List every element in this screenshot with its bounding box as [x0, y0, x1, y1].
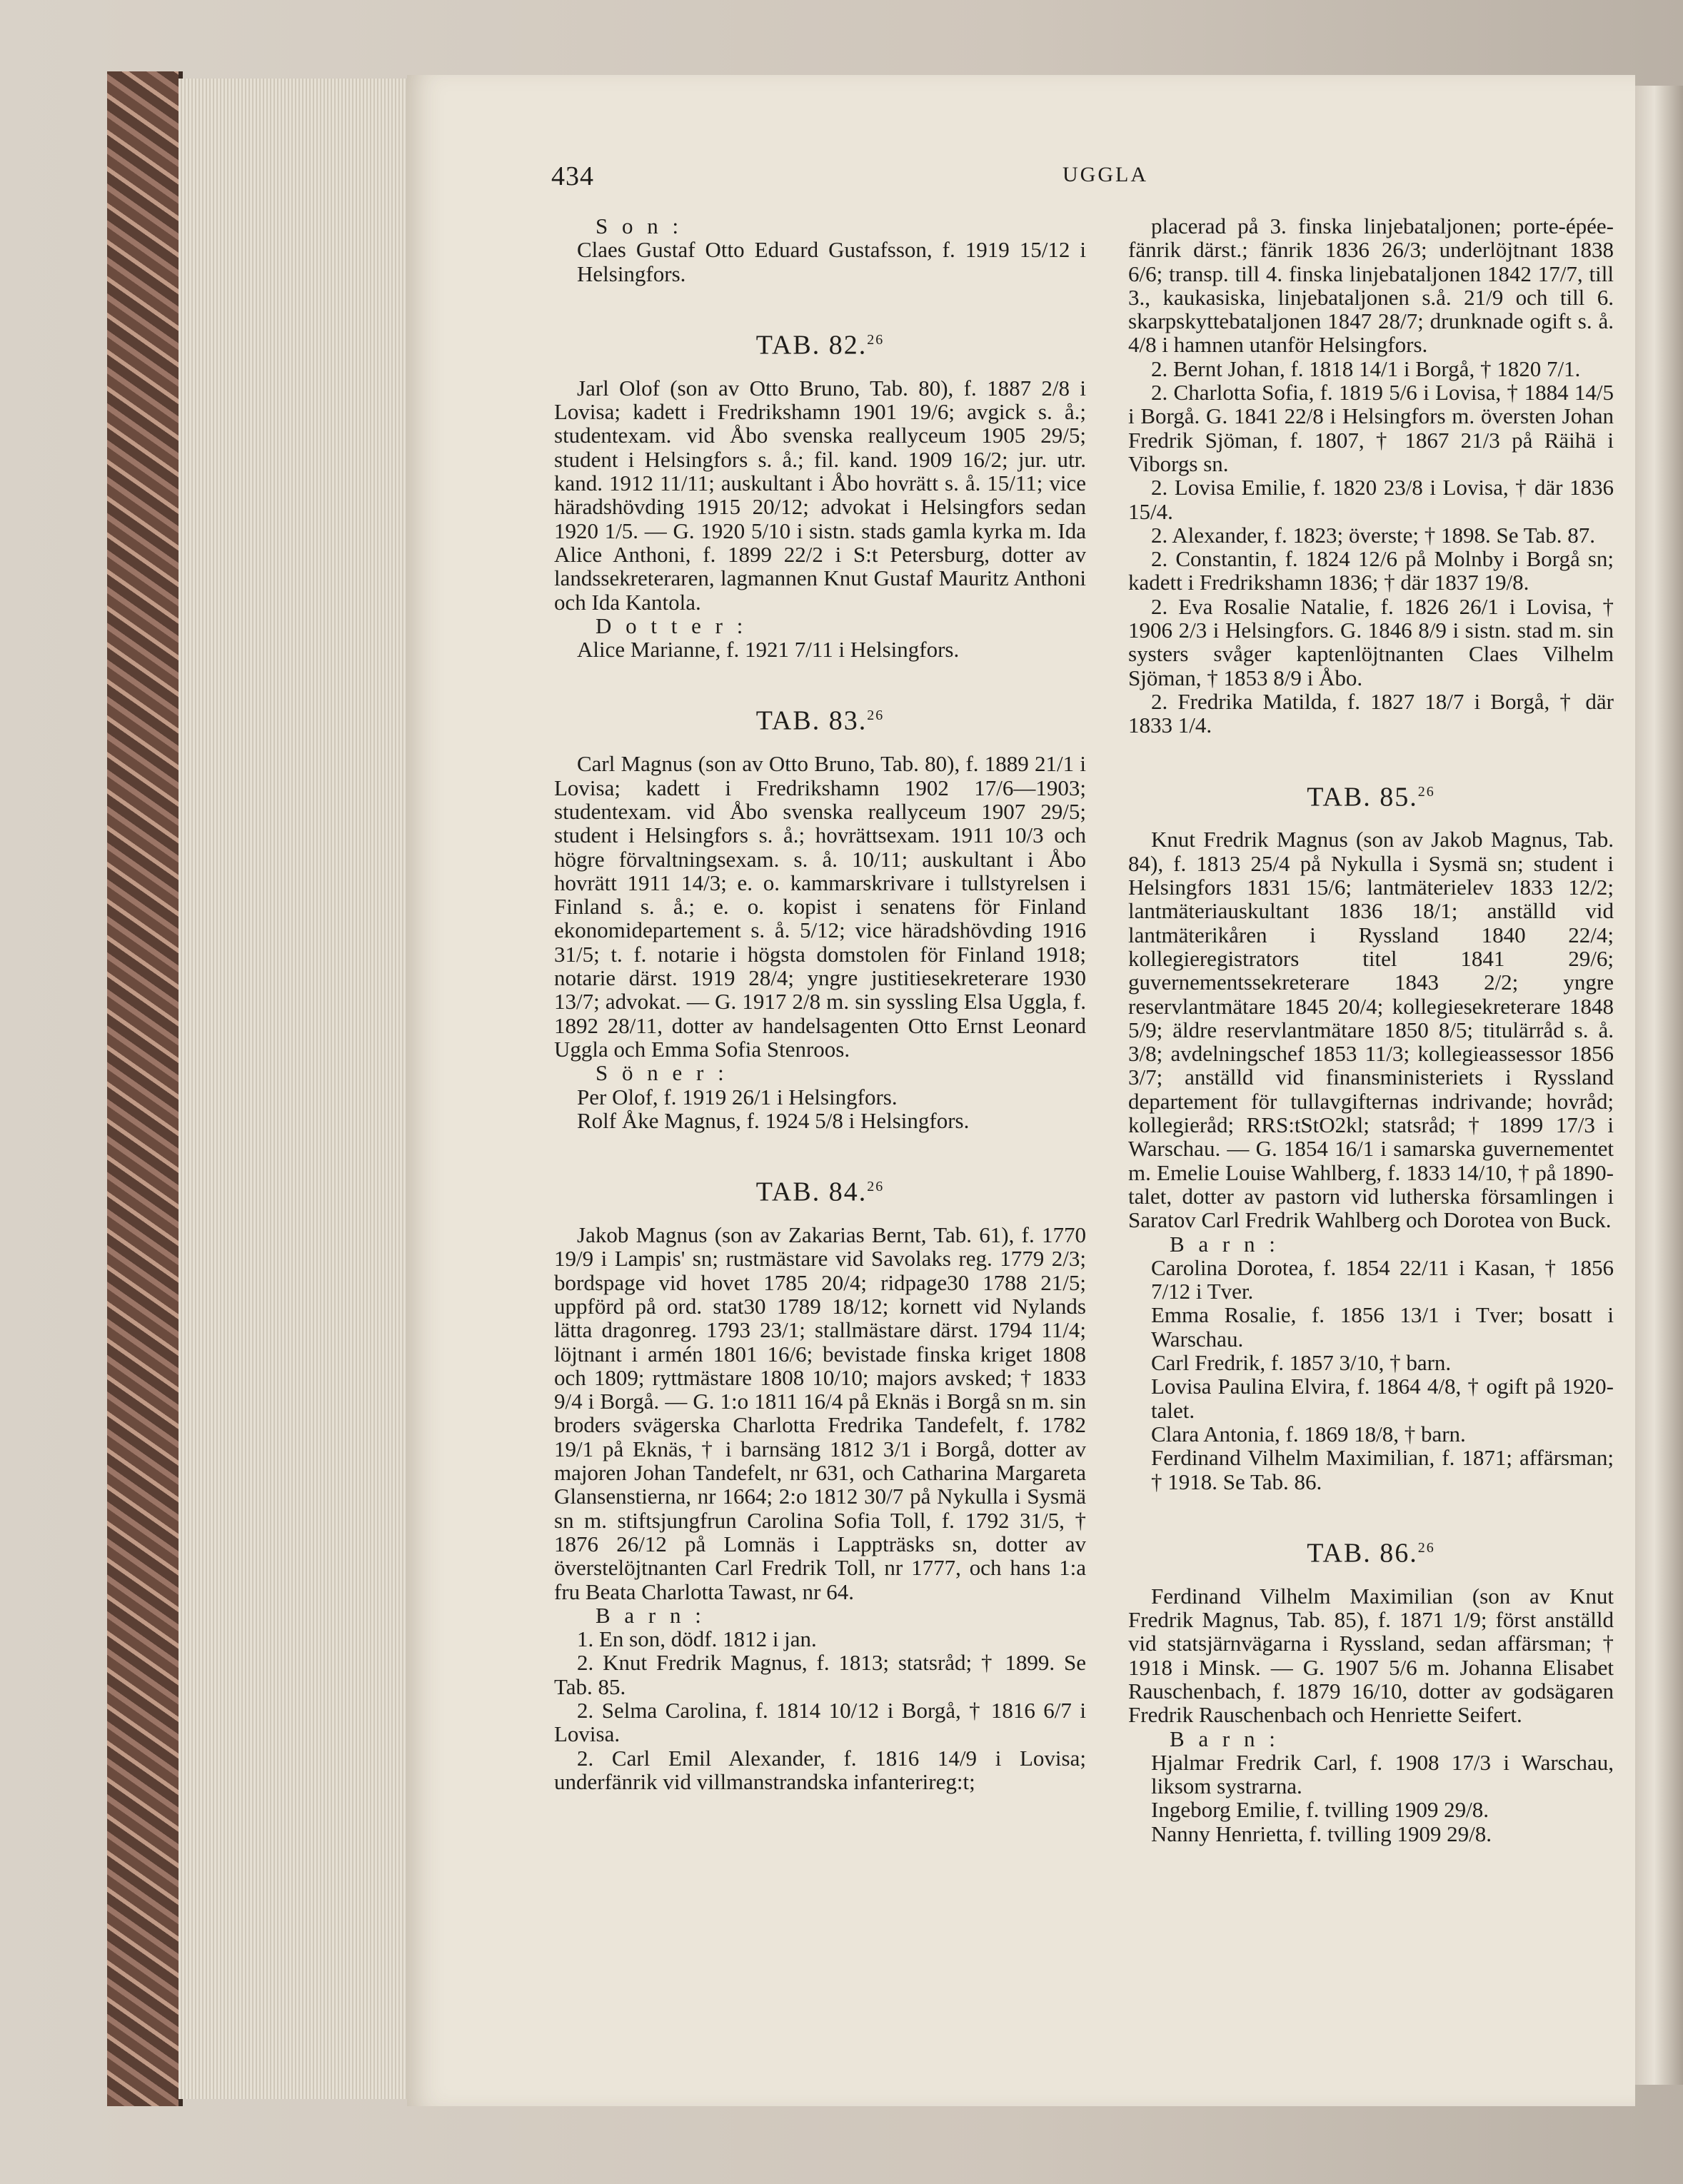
children-label: S ö n e r :: [596, 1060, 728, 1086]
entry-line: Claes Gustaf Otto Eduard Gustafsson, f. 1919 15/12 i Helsingfors.: [577, 237, 1086, 286]
entry-line: Ferdinand Vilhelm Maximilian, f. 1871; affärsman; † 1918. Se Tab. 86.: [1151, 1445, 1614, 1494]
entry-line: Nanny Henrietta, f. tvilling 1909 29/8.: [1151, 1821, 1492, 1846]
left-column: [554, 214, 1086, 1793]
biography-paragraph: placerad på 3. finska linjebataljonen; porte-épée-fänrik därst.; fänrik 1836 26/3; underlöjtnant 1838 6/6; transp. till 4. finska linjebataljonen 1842 17/7, till 3., kaukasiska, linjebataljonen s.å. 21/9 och till 6. skarpskyttebataljonen 1847 28/7; drunknade ogift s. å. 4/8 i hamnen utanför Helsingfors.: [1128, 213, 1614, 358]
book-binding: [107, 71, 183, 2106]
footnote-ref: 26: [1417, 1539, 1435, 1556]
entry-line: 2. Selma Carolina, f. 1814 10/12 i Borgå, † 1816 6/7 i Lovisa.: [554, 1698, 1086, 1747]
biography-paragraph: Ferdinand Vilhelm Maximilian (son av Knut Fredrik Magnus, Tab. 85), f. 1871 1/9; först anställd vid statsjärnvägarna i Ryssland, sedan affärsman; † 1918 i Minsk. — G. 1907 5/6 m. Johanna Elisabet Rauschenbach, f. 1879 16/10, dotter av godsägaren Fredrik Rauschenbach och Henriette Seifert.: [1128, 1583, 1614, 1728]
biography-paragraph: Jarl Olof (son av Otto Bruno, Tab. 80), f. 1887 2/8 i Lovisa; kadett i Fredrikshamn 1901 19/6; avgick s. å.; studentexam. vid Åbo svenska reallyceum 1905 29/5; student i Helsingfors s. å.; fil. kand. 1909 16/2; jur. utr. kand. 1912 11/11; auskultant i Åbo hovrätt s. å. 15/11; vice häradshövding 1915 20/12; advokat i Helsingfors sedan 1920 1/5. — G. 1920 5/10 i sistn. stads gamla kyrka m. Ida Alice Anthoni, f. 1899 22/2 i S:t Petersburg, dotter av landssekreteraren, lagmannen Knut Gustaf Mauritz Anthoni och Ida Kantola.: [554, 375, 1086, 615]
entry-line: Alice Marianne, f. 1921 7/11 i Helsingfors.: [577, 637, 960, 663]
entry-line: 2. Bernt Johan, f. 1818 14/1 i Borgå, † 1820 7/1.: [1151, 356, 1581, 381]
children-label: B a r n :: [1170, 1726, 1280, 1751]
entry-line: Hjalmar Fredrik Carl, f. 1908 17/3 i Warschau, liksom systrarna.: [1151, 1749, 1614, 1799]
entry-line: 2. Fredrika Matilda, f. 1827 18/7 i Borgå, † där 1833 1/4.: [1128, 688, 1614, 738]
entry-line: Carolina Dorotea, f. 1854 22/11 i Kasan, † 1856 7/12 i Tver.: [1151, 1254, 1614, 1304]
entry-line: 1. En son, dödf. 1812 i jan.: [577, 1626, 817, 1652]
table-heading-text: TAB. 85.: [1307, 782, 1418, 812]
table-heading-text: TAB. 83.: [755, 706, 868, 737]
entry-line: 2. Eva Rosalie Natalie, f. 1826 26/1 i Lovisa, † 1906 2/3 i Helsingfors. G. 1846 8/9 i sistn. stad m. sin systers svåger kaptenlöjtnanten Claes Vilhelm Sjöman, † 1853 8/9 i Åbo.: [1128, 593, 1614, 690]
entry-line: Ingeborg Emilie, f. tvilling 1909 29/8.: [1151, 1797, 1489, 1823]
entry-line: Lovisa Paulina Elvira, f. 1864 4/8, † ogift på 1920-talet.: [1151, 1374, 1614, 1423]
entry-line: Clara Antonia, f. 1869 18/8, † barn.: [1151, 1421, 1466, 1446]
entry-line: 2. Lovisa Emilie, f. 1820 23/8 i Lovisa, † där 1836 15/4.: [1128, 475, 1614, 524]
children-label: D o t t e r :: [596, 613, 748, 638]
entry-line: Per Olof, f. 1919 26/1 i Helsingfors.: [577, 1084, 898, 1109]
table-heading: [1128, 780, 1614, 810]
page-number: 434: [551, 161, 594, 191]
footnote-ref: 26: [1417, 783, 1435, 800]
page-edges: [179, 79, 407, 2099]
children-label: B a r n :: [1170, 1231, 1280, 1257]
children-label: B a r n :: [596, 1602, 705, 1628]
footnote-ref: 26: [867, 1179, 885, 1195]
footnote-ref: 26: [867, 331, 885, 348]
biography-paragraph: Knut Fredrik Magnus (son av Jakob Magnus, Tab. 84), f. 1813 25/4 på Nykulla i Sysmä sn; student i Helsingfors 1831 15/6; lantmäterielev 1833 12/2; lantmäteriauskultant 1836 18/1; anställd vid lantmäterikåren i Ryssland 1840 22/4; kollegieregistrators titel 1841 29/6; guvernementssekreterare 1843 2/2; yngre reservlantmätare 1845 20/4; kollegiesekreterare 1848 5/9; äldre reservlantmätare 1850 8/5; titulärråd s. å. 3/8; avdelningschef 1853 11/3; kollegieassessor 1856 3/7; anställd vid finansministeriets i Ryssland departement för tullavgifternas indrivande; hovråd; kollegieråd; RRS:tStO2kl; statsråd; † 1899 17/3 i Warschau. — G. 1854 16/1 i samarska guvernementet m. Emelie Louise Wahlberg, f. 1833 14/10, † på 1890-talet, dotter av pastorn vid lutherska församlingen i Saratov Carl Fredrik Wahlberg och Dorotea von Buck.: [1128, 827, 1614, 1233]
entry-line: 2. Charlotta Sofia, f. 1819 5/6 i Lovisa, † 1884 14/5 i Borgå. G. 1841 22/8 i Helsingfors m. översten Johan Fredrik Sjöman, f. 1807, † 1867 21/3 på Räihä i Viborgs sn.: [1128, 380, 1614, 476]
table-heading-text: TAB. 86.: [1307, 1538, 1418, 1569]
right-column: [1128, 214, 1614, 1846]
running-head: UGGLA: [1062, 163, 1148, 186]
biography-paragraph: Carl Magnus (son av Otto Bruno, Tab. 80), f. 1889 21/1 i Lovisa; kadett i Fredrikshamn 1902 17/6—1903; studentexam. vid Åbo svenska reallyceum 1907 29/5; student i Helsingfors s. å.; hovrättsexam. 1911 10/3 och högre förvaltningsexam. s. å. 10/11; auskultant i Åbo hovrätt 1911 14/3; e. o. kammarskrivare i tullstyrelsen i Finland s. å.; e. o. kopist i senatens för Finland ekonomidepartement s. å. 5/12; vice häradshövding 1916 31/5; t. f. notarie i högsta domstolen för Finland 1918; notarie därst. 1919 28/4; yngre justitiesekreterare 1930 13/7; advokat. — G. 1917 2/8 m. sin syssling Elsa Uggla, f. 1892 28/11, dotter av handelsagenten Otto Ernst Leonard Uggla och Emma Sofia Stenroos.: [554, 751, 1086, 1062]
entry-line: Carl Fredrik, f. 1857 3/10, † barn.: [1151, 1350, 1452, 1376]
entry-line: 2. Constantin, f. 1824 12/6 på Molnby i Borgå sn; kadett i Fredrikshamn 1836; † där 1837 19/8.: [1128, 546, 1614, 595]
entry-line: 2. Knut Fredrik Magnus, f. 1813; statsråd; † 1899. Se Tab. 85.: [554, 1650, 1086, 1699]
table-heading: [554, 704, 1086, 737]
table-heading: [554, 1175, 1086, 1207]
table-heading-text: TAB. 82.: [755, 330, 868, 361]
table-heading-text: TAB. 84.: [755, 1177, 868, 1207]
table-heading: [554, 328, 1086, 361]
children-label: S o n :: [596, 213, 683, 238]
entry-line: 2. Carl Emil Alexander, f. 1816 14/9 i Lovisa; underfänrik vid villmanstrandska infanterireg:t;: [554, 1745, 1086, 1794]
table-heading: [1128, 1536, 1614, 1569]
entry-line: Rolf Åke Magnus, f. 1924 5/8 i Helsingfors.: [577, 1107, 970, 1133]
entry-line: Emma Rosalie, f. 1856 13/1 i Tver; bosatt i Warschau.: [1151, 1302, 1614, 1352]
next-page-edge: [1635, 86, 1683, 2085]
entry-line: 2. Alexander, f. 1823; överste; † 1898. Se Tab. 87.: [1151, 522, 1595, 548]
footnote-ref: 26: [867, 708, 885, 724]
biography-paragraph: Jakob Magnus (son av Zakarias Bernt, Tab. 61), f. 1770 19/9 i Lampis' sn; rustmästare vid Savolaks reg. 1779 2/3; bordspage vid hovet 1785 20/4; ridpage30 1788 21/5; uppförd på ord. stat30 1789 18/12; kornett vid Nylands lätta dragonreg. 1793 23/1; stallmästare därst. 1794 11/4; löjtnant i armén 1801 16/6; bevistade finska kriget 1808 och 1809; ryttmästare 1808 10/10; majors avsked; † 1833 9/4 i Borgå. — G. 1:o 1811 16/4 på Eknäs i Borgå sn m. sin broders svägerska Charlotta Fredrika Tandefelt, f. 1782 19/1 på Eknäs, † i barnsäng 1812 3/1 i Borgå, dotter av majoren Johan Tandefelt, nr 631, och Catharina Margareta Glansenstierna, nr 1664; 2:o 1812 30/7 på Nykulla i Sysmä sn m. stiftsjungfrun Carolina Sofia Toll, f. 1792 31/5, † 1876 26/12 på Lomnäs i Lappträsks sn, dotter av överstelöjtnanten Carl Fredrik Toll, nr 1777, och hans 1:a fru Beata Charlotta Tawast, nr 64.: [554, 1222, 1086, 1604]
